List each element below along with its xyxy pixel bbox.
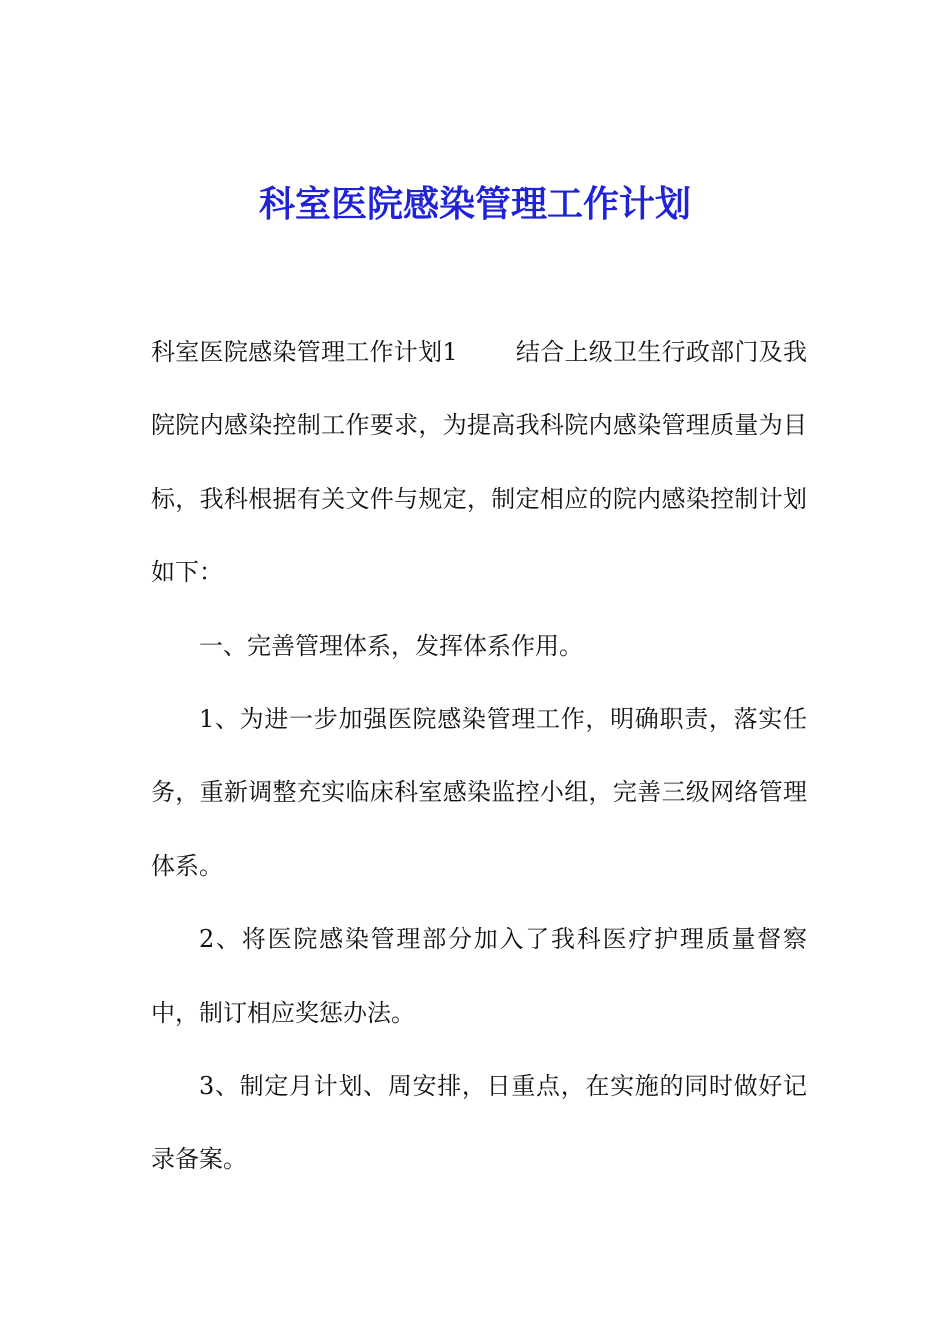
intro-paragraph: [151, 316, 807, 610]
list-item: 3、制定月计划、周安排，日重点，在实施的同时做好记录备案。: [151, 1072, 807, 1174]
list-item: 1、为进一步加强医院感染管理工作，明确职责，落实任务，重新调整充实临床科室感染监控小组，完善三级网络管理体系。: [151, 705, 807, 880]
intro-heading: 科室医院感染管理工作计划1: [151, 338, 458, 366]
section-1-heading: 一、完善管理体系，发挥体系作用。: [199, 631, 583, 660]
document-body: [151, 316, 807, 1197]
intro-text: 结合上级卫生行政部门及我院院内感染控制工作要求，为提高我科院内感染管理质量为目标，我科根据有关文件与规定，制定相应的院内感染控制计划如下：: [151, 338, 807, 587]
list-item: 2、将医院感染管理部分加入了我科医疗护理质量督察中，制订相应奖惩办法。: [151, 925, 807, 1027]
document-title: 科室医院感染管理工作计划: [258, 183, 691, 225]
